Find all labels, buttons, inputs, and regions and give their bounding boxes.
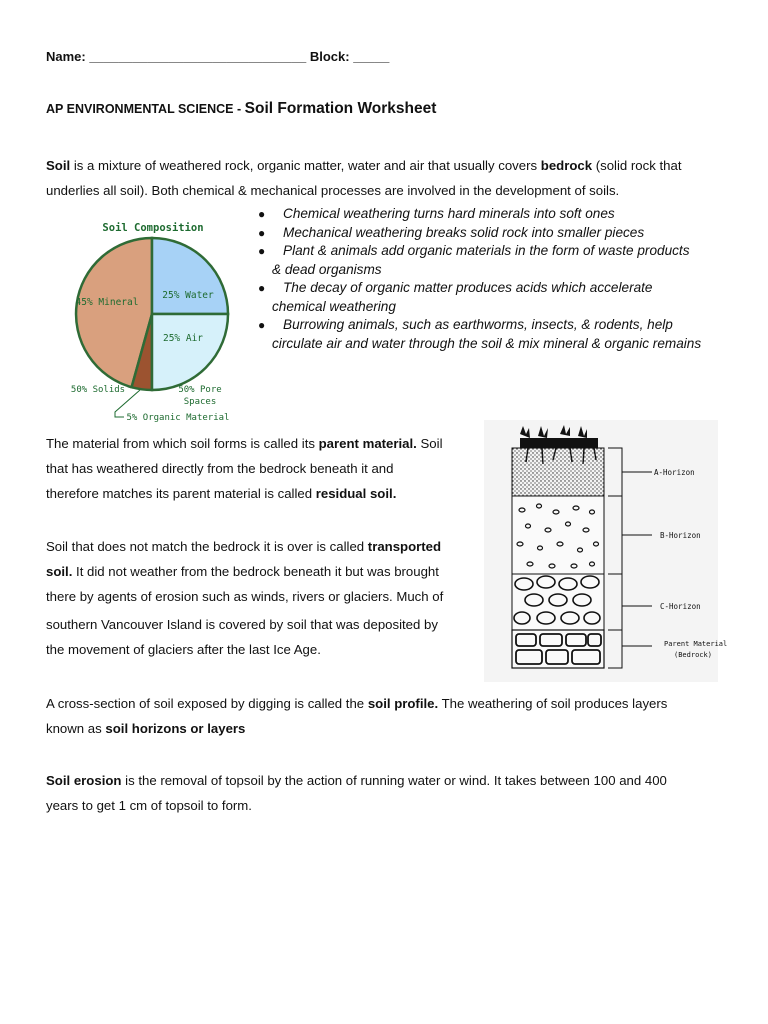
paragraph-text: Soil (416, 436, 443, 451)
transported-soil-paragraph (46, 534, 476, 662)
bullet-item (258, 224, 728, 243)
bullet-text-continued: & dead organisms (272, 261, 382, 277)
parent-material-label: Parent Material (664, 640, 728, 648)
air-label: 25% Air (162, 333, 204, 344)
paragraph-line (46, 716, 736, 741)
page-title: Soil Formation Worksheet (244, 100, 437, 117)
paragraph-text: The material from which soil forms is called its (46, 436, 319, 451)
paragraph-text: The weathering of soil produces layers (438, 696, 668, 711)
paragraph-line (46, 534, 476, 559)
paragraph-text: Soil that does not match the bedrock it is over is called (46, 539, 368, 554)
bullet-item (258, 279, 728, 316)
bedrock-layer (512, 630, 604, 668)
soil-profile-paragraph (46, 691, 736, 741)
paragraph-line: southern Vancouver Island is covered by soil that was deposited by (46, 617, 438, 632)
soil-horizons-diagram (484, 420, 728, 682)
air-slice (152, 314, 228, 390)
paragraph-text: known as (46, 721, 106, 736)
water-slice (152, 238, 228, 314)
soil-term: Soil (46, 158, 71, 173)
bullet-dot-icon: ● (258, 225, 266, 240)
bullet-text: Chemical weathering turns hard minerals into soft ones (283, 206, 615, 221)
bullet-dot-icon: ● (258, 281, 266, 295)
soil-erosion-paragraph (46, 768, 736, 818)
soil-horizons-term: soil horizons or layers (105, 721, 246, 736)
water-label: 25% Water (162, 290, 214, 301)
parent-material-paragraph (46, 431, 476, 506)
b-horizon-label: B-Horizon (660, 531, 701, 540)
paragraph-line (46, 431, 476, 456)
course-name: AP ENVIRONMENTAL SCIENCE - (46, 102, 245, 116)
bullet-text-continued: chemical weathering (272, 298, 396, 314)
soil-erosion-term: Soil erosion (46, 773, 122, 788)
bullet-item (258, 316, 728, 353)
paragraph-line: there by agents of erosion such as winds, rivers or glaciers. Much of (46, 589, 444, 604)
intro-text: is a mixture of weathered rock, organic matter, water and air that usually covers (70, 158, 541, 173)
bullet-text: Mechanical weathering breaks solid rock into smaller pieces (283, 224, 645, 240)
transported-term: transported (367, 539, 442, 554)
name-block-line (46, 49, 389, 64)
weathering-bullet-list (258, 205, 728, 353)
paragraph-line (46, 691, 736, 716)
soil-composition-pie-chart (60, 212, 245, 427)
bullet-text: The decay of organic matter produces acids which accelerate (283, 280, 653, 295)
parent-material-term: parent material. (318, 436, 417, 451)
paragraph-line (46, 481, 476, 506)
bedrock-term: bedrock (540, 158, 593, 173)
c-horizon-label: C-Horizon (660, 602, 701, 611)
bullet-text: Plant & animals add organic materials in the form of waste products (283, 243, 690, 258)
intro-line-2: underlies all soil). Both chemical & mechanical processes are involved in the development of soils. (46, 183, 620, 198)
paragraph-line: that has weathered directly from the bedrock beneath it and (46, 461, 394, 476)
bedrock-label: (Bedrock) (674, 651, 712, 659)
bullet-text: Burrowing animals, such as earthworms, insects, & rodents, help (283, 317, 673, 332)
pore-label: 50% Pore (178, 385, 222, 395)
soil-profile-term: soil profile. (367, 696, 439, 711)
pore-label-continued: Spaces (183, 397, 217, 407)
intro-text: (solid rock that (592, 158, 682, 173)
solids-label: 50% Solids (70, 385, 126, 395)
paragraph-text: therefore matches its parent material is called (46, 486, 316, 501)
paragraph-line (46, 768, 736, 793)
paragraph-line: years to get 1 cm of topsoil to form. (46, 798, 252, 813)
bullet-dot-icon: ● (258, 207, 266, 221)
paragraph-line (46, 559, 476, 584)
paragraph-line: the movement of glaciers after the last Ice Age. (46, 642, 321, 657)
a-horizon-label: A-Horizon (654, 468, 695, 477)
paragraph-text: It did not weather from the bedrock beneath it but was brought (72, 564, 439, 579)
worksheet-heading (46, 100, 436, 118)
mineral-label: 45% Mineral (75, 297, 139, 308)
intro-paragraph (46, 153, 736, 203)
bullet-dot-icon: ● (258, 318, 266, 332)
paragraph-text: is the removal of topsoil by the action of running water or wind. It takes between 100 and 400 (121, 773, 667, 788)
pie-title: Soil Composition (102, 222, 204, 234)
paragraph-text: A cross-section of soil exposed by digging is called the (46, 696, 368, 711)
residual-soil-term: residual soil. (315, 486, 397, 501)
transported-term: soil. (46, 564, 73, 579)
name-block-label: Name: ______________________________ Block: _____ (46, 49, 390, 64)
bullet-item (258, 205, 728, 224)
bullet-dot-icon: ● (258, 244, 266, 258)
bullet-text-continued: circulate air and water through the soil & mix mineral & organic remains (272, 335, 702, 351)
a-horizon-layer (512, 448, 604, 496)
bullet-item (258, 242, 728, 279)
intro-line-1 (46, 153, 736, 178)
organic-label: 5% Organic Material (126, 413, 230, 423)
